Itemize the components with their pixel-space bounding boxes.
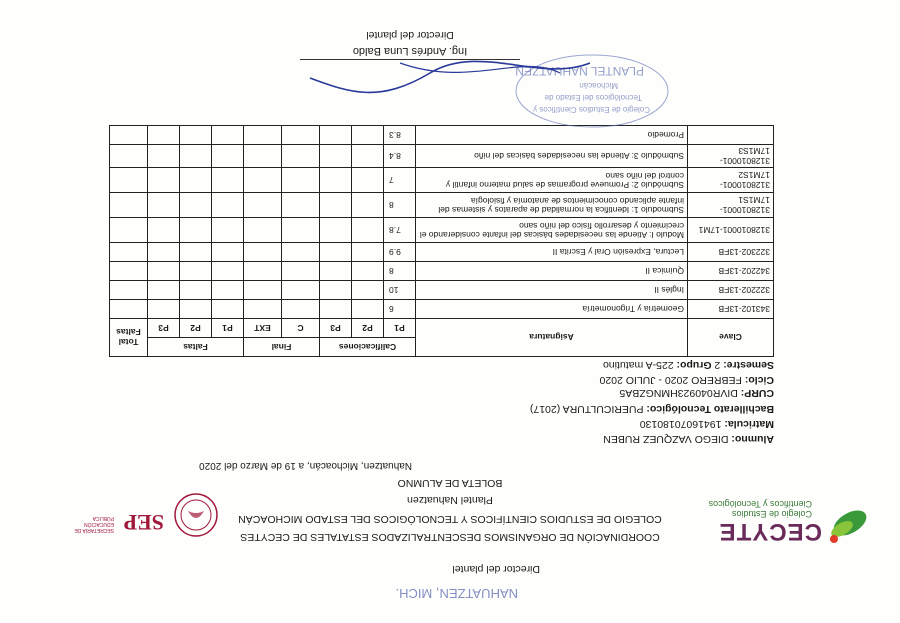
cell-p1: 7.8 <box>384 218 416 243</box>
curp-label: CURP: <box>740 387 774 399</box>
cell-p1: 7 <box>384 168 416 193</box>
sub-p3: P3 <box>320 319 352 338</box>
cell-clave: 342202-13FB <box>688 262 774 281</box>
grupo-label: Grupo: <box>676 359 712 371</box>
sub-ext: EXT <box>244 319 282 338</box>
cell-p1: 6 <box>384 300 416 319</box>
sub-faltas-p3: P3 <box>147 319 179 338</box>
ciclo-label: Ciclo: <box>744 374 774 386</box>
header-coordinacion: COORDINACIÓN DE ORGANISMOS DESCENTRALIZADOS ESTATALES DE CECYTES <box>240 531 660 543</box>
cell-clave: 343102-13FB <box>688 300 774 319</box>
signature-line <box>300 59 520 60</box>
cell-p1: 8 <box>384 193 416 218</box>
cecyte-leaf-icon <box>824 501 870 547</box>
cell-clave <box>688 126 774 145</box>
semestre-label: Semestre: <box>723 359 774 371</box>
cell-p1: 9.9 <box>384 243 416 262</box>
cell-asignatura: Inglés II <box>416 281 688 300</box>
cell-clave: 3128010001-17M1S1 <box>688 193 774 218</box>
col-final: Final <box>244 338 320 357</box>
svg-text:PLANTEL NAHUATZEN: PLANTEL NAHUATZEN <box>515 64 644 78</box>
sub-p1: P1 <box>384 319 416 338</box>
col-clave: Clave <box>688 319 774 357</box>
cell-p1: 8 <box>384 262 416 281</box>
ciclo-row <box>600 374 775 386</box>
cecyte-wordmark: CECYTE <box>718 518 822 545</box>
cell-asignatura: Geometría y Trigonometría <box>416 300 688 319</box>
cell-p1: 8.4 <box>384 145 416 168</box>
svg-text:Michoacán: Michoacán <box>579 81 618 90</box>
director-name: Ing. Andrés Luna Baldo <box>352 45 468 57</box>
student-name-label: Alumno: <box>731 433 774 445</box>
issue-date: Nahuatzen, Michoacán, a 19 de Marzo del 2020 <box>199 460 412 471</box>
sep-wordmark: SEP <box>123 510 164 535</box>
col-calificaciones: Calificaciones <box>320 338 416 357</box>
sep-subtitle: SECRETARÍA DE EDUCACIÓN PÚBLICA <box>74 515 114 533</box>
table-row <box>109 300 773 319</box>
grades-table <box>109 125 774 357</box>
cell-asignatura: Química II <box>416 262 688 281</box>
cell-asignatura: Submódulo 3: Atiende las necesidades básicas del niño <box>416 145 688 168</box>
sub-faltas-p2: P2 <box>180 319 212 338</box>
cell-clave: 322202-13FB <box>688 281 774 300</box>
cell-promedio-value: 8.3 <box>384 126 416 145</box>
director-caption-top: Director del plantel <box>452 563 540 575</box>
table-row <box>109 145 773 168</box>
semestre-row <box>603 359 774 371</box>
cecyte-logo <box>710 499 870 547</box>
cell-clave: 3128010001-17M1S3 <box>688 145 774 168</box>
table-row <box>109 193 773 218</box>
svg-text:Colegio de Estudios Científico: Colegio de Estudios Científicos y <box>533 105 650 114</box>
cell-p1: 10 <box>384 281 416 300</box>
curp-value: DIVR040923HMNGZBA5 <box>619 387 738 399</box>
col-asignatura: Asignatura <box>416 319 688 357</box>
student-name: DIEGO VAZQUEZ RUBEN <box>603 433 729 445</box>
table-row <box>109 281 773 300</box>
header-colegio: COLEGIO DE ESTUDIOS CIENTÍFICOS Y TECNOLÓGICOS DEL ESTADO MICHOACÁN <box>238 513 662 525</box>
bachillerato-row <box>530 403 774 415</box>
cell-clave: 322302-13FB <box>688 243 774 262</box>
director-caption: Director del plantel <box>366 29 454 41</box>
matricula-label: Matricula: <box>724 418 774 430</box>
sub-faltas-p1: P1 <box>212 319 244 338</box>
cell-asignatura: Submodulo 1: Identifica la normalidad de aparatos y sistemas del infante aplicando conocimientos de anatomía y fisiología <box>416 193 688 218</box>
mexico-seal-icon <box>172 491 220 539</box>
student-name-row <box>603 433 774 445</box>
table-header-row <box>109 338 773 357</box>
bachillerato-value: PUERICULTURA (2017) <box>529 403 644 415</box>
stamp-top-icon <box>358 569 548 609</box>
svg-text:NAHUATZEN, MICH.: NAHUATZEN, MICH. <box>395 586 518 601</box>
matricula-row <box>640 418 774 430</box>
col-total-faltas: Total Faltas <box>109 319 147 357</box>
header-boleta: BOLETA DE ALUMNO <box>397 477 503 489</box>
header-plantel: Plantel Nahuatzen <box>407 494 493 506</box>
table-row <box>109 168 773 193</box>
cecyte-subtitle: Colegio de Estudios Científicos y Tecnológicos <box>708 499 812 519</box>
sub-c: C <box>282 319 320 338</box>
table-row <box>109 218 773 243</box>
curp-row <box>619 387 774 399</box>
grupo-value: 225-A matutino <box>602 359 674 371</box>
semestre-value: 2 <box>714 359 721 371</box>
matricula-value: 19416070180130 <box>639 418 722 430</box>
ciclo-value: FEBRERO 2020 - JULIO 2020 <box>599 374 742 386</box>
cell-asignatura: Modulo I: Atiende las necesidades básicas del infante considerando el crecimiento y desarrollo físico del niño sano <box>416 218 688 243</box>
table-row-promedio <box>109 126 773 145</box>
cell-clave: 3128010001-17M1 <box>688 218 774 243</box>
bachillerato-label: Bachillerato Tecnológico: <box>646 403 774 415</box>
sub-p2: P2 <box>352 319 384 338</box>
cell-promedio-label: Promedio <box>416 126 688 145</box>
col-faltas: Faltas <box>147 338 243 357</box>
table-row <box>109 243 773 262</box>
table-row <box>109 262 773 281</box>
cell-asignatura: Submódulo 2: Promueve programas de salud materno infantil y control del niño sano <box>416 168 688 193</box>
svg-text:Tecnológicos del Estado de: Tecnológicos del Estado de <box>544 93 642 102</box>
cell-clave: 3128010001-17M1S2 <box>688 168 774 193</box>
cell-asignatura: Lectura, Expresión Oral y Escrita II <box>416 243 688 262</box>
